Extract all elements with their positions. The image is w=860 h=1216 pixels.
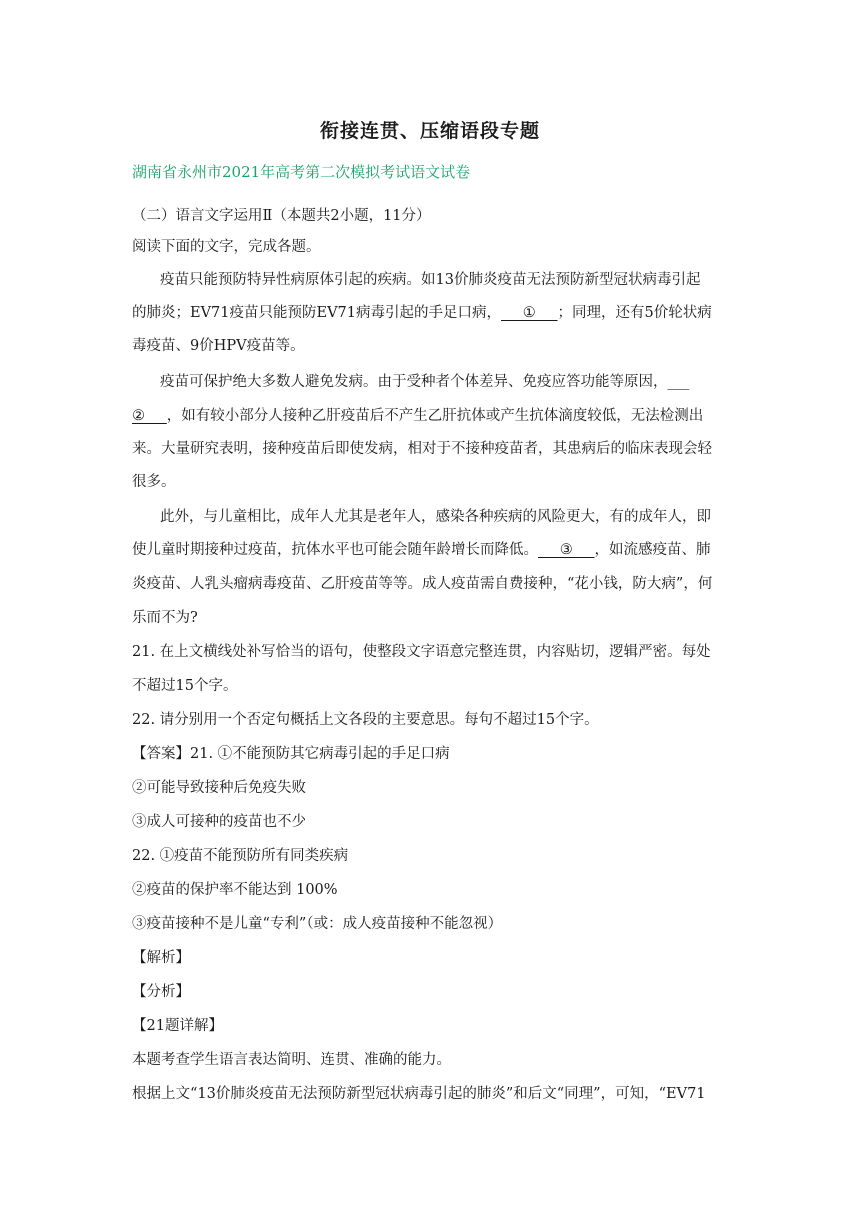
detail-21-label: 【21题详解】 bbox=[132, 1018, 223, 1034]
answer-21-3: ③成人可接种的疫苗也不少 bbox=[132, 814, 306, 830]
para1-line2-after: ；同理，还有5价轮状病 bbox=[557, 305, 712, 321]
blank-2: ②___ bbox=[132, 408, 167, 424]
para1-line3: 毒疫苗、9价HPV疫苗等。 bbox=[132, 338, 305, 354]
answer-21-1: 【答案】21. ①不能预防其它病毒引起的手足口病 bbox=[132, 746, 450, 762]
para3-line4: 乐而不为? bbox=[132, 610, 198, 626]
para2-line2-after: ，如有较小部分人接种乙肝疫苗后不产生乙肝抗体或产生抗体滴度较低，无法检测出 bbox=[166, 408, 704, 424]
blank-1: ___①___ bbox=[501, 305, 558, 321]
analysis-label: 【解析】 bbox=[132, 950, 190, 966]
para3-line3: 炎疫苗、人乳头瘤病毒疫苗、乙肝疫苗等等。成人疫苗需自费接种，“花小钱，防大病”，何 bbox=[132, 576, 713, 592]
answer-22-2: ②疫苗的保护率不能达到 100% bbox=[132, 882, 338, 898]
para2-line4: 很多。 bbox=[132, 474, 176, 490]
detail-line1: 本题考查学生语言表达简明、连贯、准确的能力。 bbox=[132, 1052, 451, 1068]
exam-source-link[interactable]: 湖南省永州市2021年高考第二次模拟考试语文试卷 bbox=[132, 163, 471, 181]
para2-line3: 来。大量研究表明，接种疫苗后即使发病，相对于不接种疫苗者，其患病后的临床表现会轻 bbox=[132, 441, 712, 457]
para3-line2-before: 使儿童时期接种过疫苗，抗体水平也可能会随年龄增长而降低。 bbox=[132, 542, 538, 558]
answer-21-2: ②可能导致接种后免疫失败 bbox=[132, 780, 306, 796]
question-22: 22. 请分别用一个否定句概括上文各段的主要意思。每句不超过15个字。 bbox=[132, 712, 599, 728]
para2-line1: 疫苗可保护绝大多数人避免发病。由于受种者个体差异、免疫应答功能等原因，___ bbox=[160, 374, 690, 390]
para1-line2 bbox=[132, 301, 712, 322]
para3-line2-after: ，如流感疫苗、肺 bbox=[594, 542, 711, 558]
para1-line2-before: 的肺炎；EV71疫苗只能预防EV71病毒引起的手足口病， bbox=[132, 305, 502, 321]
para1-line1: 疫苗只能预防特异性病原体引起的疾病。如13价肺炎疫苗无法预防新型冠状病毒引起 bbox=[160, 272, 701, 288]
document-title: 衔接连贯、压缩语段专题 bbox=[319, 120, 540, 142]
para2-line2 bbox=[132, 404, 703, 425]
fenxi-label: 【分析】 bbox=[132, 984, 190, 1000]
instruction-text: 阅读下面的文字，完成各题。 bbox=[132, 239, 321, 255]
para3-line2 bbox=[132, 538, 711, 559]
question-21-line1: 21. 在上文横线处补写恰当的语句，使整段文字语意完整连贯，内容贴切，逻辑严密。每处 bbox=[132, 644, 711, 660]
blank-3: ___③___ bbox=[538, 542, 595, 558]
detail-line2: 根据上文“13价肺炎疫苗无法预防新型冠状病毒引起的肺炎”和后文“同理”，可知，“EV71 bbox=[132, 1086, 706, 1102]
question-21-line2: 不超过15个字。 bbox=[132, 678, 238, 694]
answer-22-3: ③疫苗接种不是儿童“专利”（或：成人疫苗接种不能忽视） bbox=[132, 916, 503, 932]
section-heading: （二）语言文字运用Ⅱ（本题共2小题，11分） bbox=[132, 208, 431, 224]
para3-line1: 此外，与儿童相比，成年人尤其是老年人，感染各种疾病的风险更大，有的成年人，即 bbox=[160, 509, 711, 525]
answer-22-1: 22. ①疫苗不能预防所有同类疾病 bbox=[132, 848, 349, 864]
